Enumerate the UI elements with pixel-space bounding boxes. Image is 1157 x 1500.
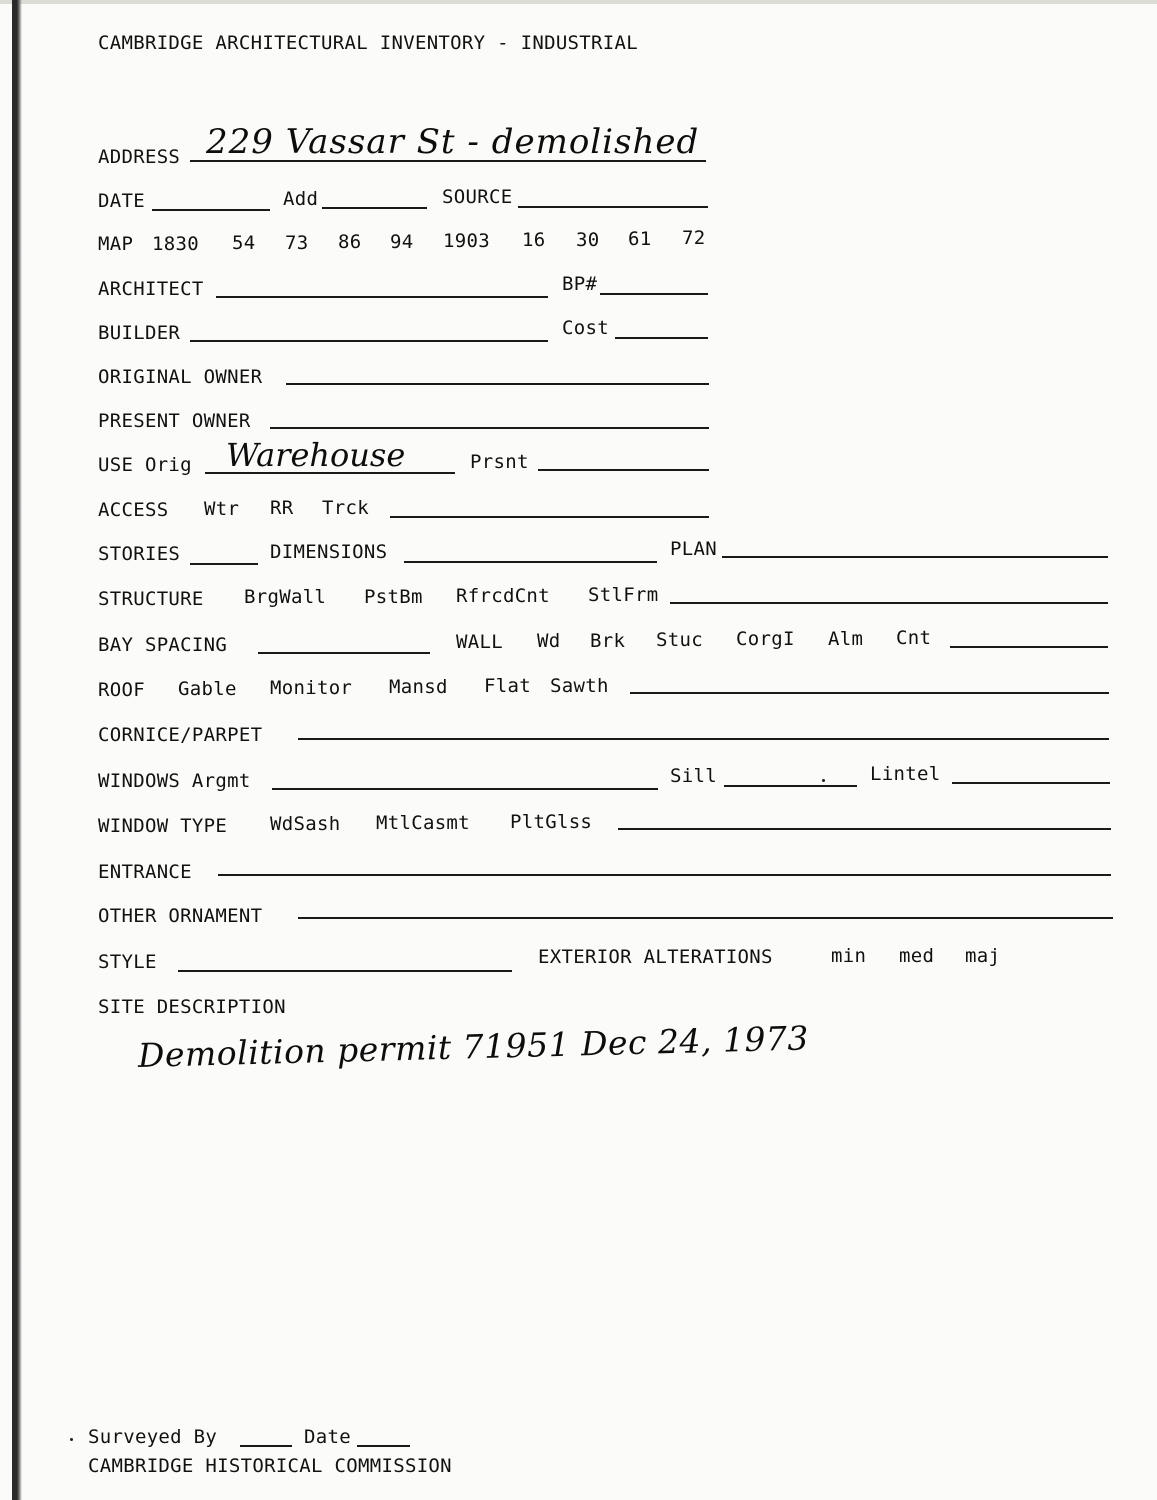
map-year-1903[interactable]: 1903 [443,230,490,252]
wall-field-line[interactable] [950,646,1108,648]
windows-argmt-label: WINDOWS Argmt [98,770,251,792]
architect-field-line[interactable] [216,296,548,298]
wall-opt-wd[interactable]: Wd [537,630,561,652]
prsnt-field-line[interactable] [538,469,709,471]
access-opt-rr[interactable]: RR [270,497,294,519]
source-label: SOURCE [442,186,513,208]
surveyed-by-field-line[interactable] [240,1445,292,1447]
window-type-field-line[interactable] [618,828,1111,830]
sill-label: Sill [670,765,717,787]
cornice-label: CORNICE/PARPET [98,724,263,746]
use-orig-label: USE Orig [98,454,192,476]
source-field-line[interactable] [518,206,708,208]
access-opt-wtr[interactable]: Wtr [204,498,240,520]
form-title: CAMBRIDGE ARCHITECTURAL INVENTORY - INDUSTRIAL [98,32,638,54]
original-owner-field-line[interactable] [286,383,709,385]
stories-field-line[interactable] [190,563,258,565]
map-year-94[interactable]: 94 [390,231,414,253]
map-label: MAP [98,233,134,255]
roof-opt-sawth[interactable]: Sawth [550,675,609,697]
footer-date-field-line[interactable] [357,1445,410,1447]
bp-label: BP# [562,273,598,295]
wall-opt-corgi[interactable]: CorgI [736,628,795,650]
date-field-line[interactable] [152,209,270,211]
site-description-label: SITE DESCRIPTION [98,996,286,1018]
structure-opt-brgwall[interactable]: BrgWall [244,586,327,608]
date-label: DATE [98,190,145,212]
site-description-handwritten: Demolition permit 71951 Dec 24, 1973 [137,1018,810,1075]
original-owner-label: ORIGINAL OWNER [98,366,263,388]
surveyed-by-label: Surveyed By [88,1426,218,1448]
wall-opt-brk[interactable]: Brk [590,630,626,652]
entrance-label: ENTRANCE [98,861,192,883]
map-year-54[interactable]: 54 [232,232,256,254]
alteration-opt-med[interactable]: med [899,945,935,967]
roof-opt-flat[interactable]: Flat [484,675,531,697]
cornice-field-line[interactable] [298,738,1109,740]
window-type-opt-wdsash[interactable]: WdSash [270,813,341,835]
roof-label: ROOF [98,679,145,701]
access-opt-trck[interactable]: Trck [322,497,369,519]
dimensions-field-line[interactable] [404,561,657,563]
bay-spacing-label: BAY SPACING [98,634,228,656]
present-owner-field-line[interactable] [270,427,709,429]
map-year-30[interactable]: 30 [576,229,600,251]
map-year-61[interactable]: 61 [628,228,652,250]
window-type-opt-pltglss[interactable]: PltGlss [510,811,593,833]
structure-opt-stlfrm[interactable]: StlFrm [588,584,659,606]
alteration-opt-maj[interactable]: maj [965,945,1001,967]
style-field-line[interactable] [178,970,512,972]
present-owner-label: PRESENT OWNER [98,410,251,432]
architect-label: ARCHITECT [98,278,204,300]
prsnt-label: Prsnt [470,451,529,473]
footer-date-label: Date [304,1426,351,1448]
commission-name: CAMBRIDGE HISTORICAL COMMISSION [88,1455,452,1477]
sill-stray-mark [822,779,825,782]
bay-spacing-field-line[interactable] [258,652,430,654]
map-year-73[interactable]: 73 [285,232,309,254]
wall-opt-alm[interactable]: Alm [828,628,864,650]
map-year-86[interactable]: 86 [338,231,362,253]
structure-opt-pstbm[interactable]: PstBm [364,586,423,608]
roof-opt-monitor[interactable]: Monitor [270,677,353,699]
builder-label: BUILDER [98,322,181,344]
roof-field-line[interactable] [630,692,1109,694]
map-year-72[interactable]: 72 [682,227,706,249]
page-binding-edge [12,0,22,1500]
window-type-label: WINDOW TYPE [98,815,228,837]
stories-label: STORIES [98,543,181,565]
structure-field-line[interactable] [670,602,1108,604]
structure-label: STRUCTURE [98,588,204,610]
access-label: ACCESS [98,499,169,521]
lintel-label: Lintel [870,763,941,785]
address-label: ADDRESS [98,146,181,168]
sill-field-line[interactable] [724,785,857,787]
other-ornament-label: OTHER ORNAMENT [98,905,263,927]
style-label: STYLE [98,951,157,973]
entrance-field-line[interactable] [218,874,1111,876]
builder-field-line[interactable] [190,340,548,342]
use-orig-handwritten: Warehouse [226,436,406,474]
plan-field-line[interactable] [722,556,1108,558]
map-year-16[interactable]: 16 [522,229,546,251]
access-field-line[interactable] [390,516,709,518]
lintel-field-line[interactable] [952,782,1110,784]
structure-opt-rfrcdcnt[interactable]: RfrcdCnt [456,585,550,607]
wall-opt-stuc[interactable]: Stuc [656,629,703,651]
map-year-1830[interactable]: 1830 [152,233,199,255]
wall-label: WALL [456,631,503,653]
address-handwritten: 229 Vassar St - demolished [206,122,700,162]
window-type-opt-mtlcasmt[interactable]: MtlCasmt [376,812,470,834]
other-ornament-field-line[interactable] [298,917,1113,919]
cost-field-line[interactable] [615,337,708,339]
roof-opt-gable[interactable]: Gable [178,678,237,700]
cost-label: Cost [562,317,609,339]
add-field-line[interactable] [322,207,427,209]
bp-field-line[interactable] [600,293,708,295]
roof-opt-mansd[interactable]: Mansd [389,676,448,698]
windows-argmt-field-line[interactable] [272,788,658,790]
plan-label: PLAN [670,538,717,560]
dimensions-label: DIMENSIONS [270,541,388,563]
exterior-alterations-label: EXTERIOR ALTERATIONS [538,946,773,968]
wall-opt-cnt[interactable]: Cnt [896,627,932,649]
margin-mark [70,1438,73,1441]
page-top-edge [0,0,1157,4]
add-label: Add [283,188,319,210]
alteration-opt-min[interactable]: min [831,945,867,967]
